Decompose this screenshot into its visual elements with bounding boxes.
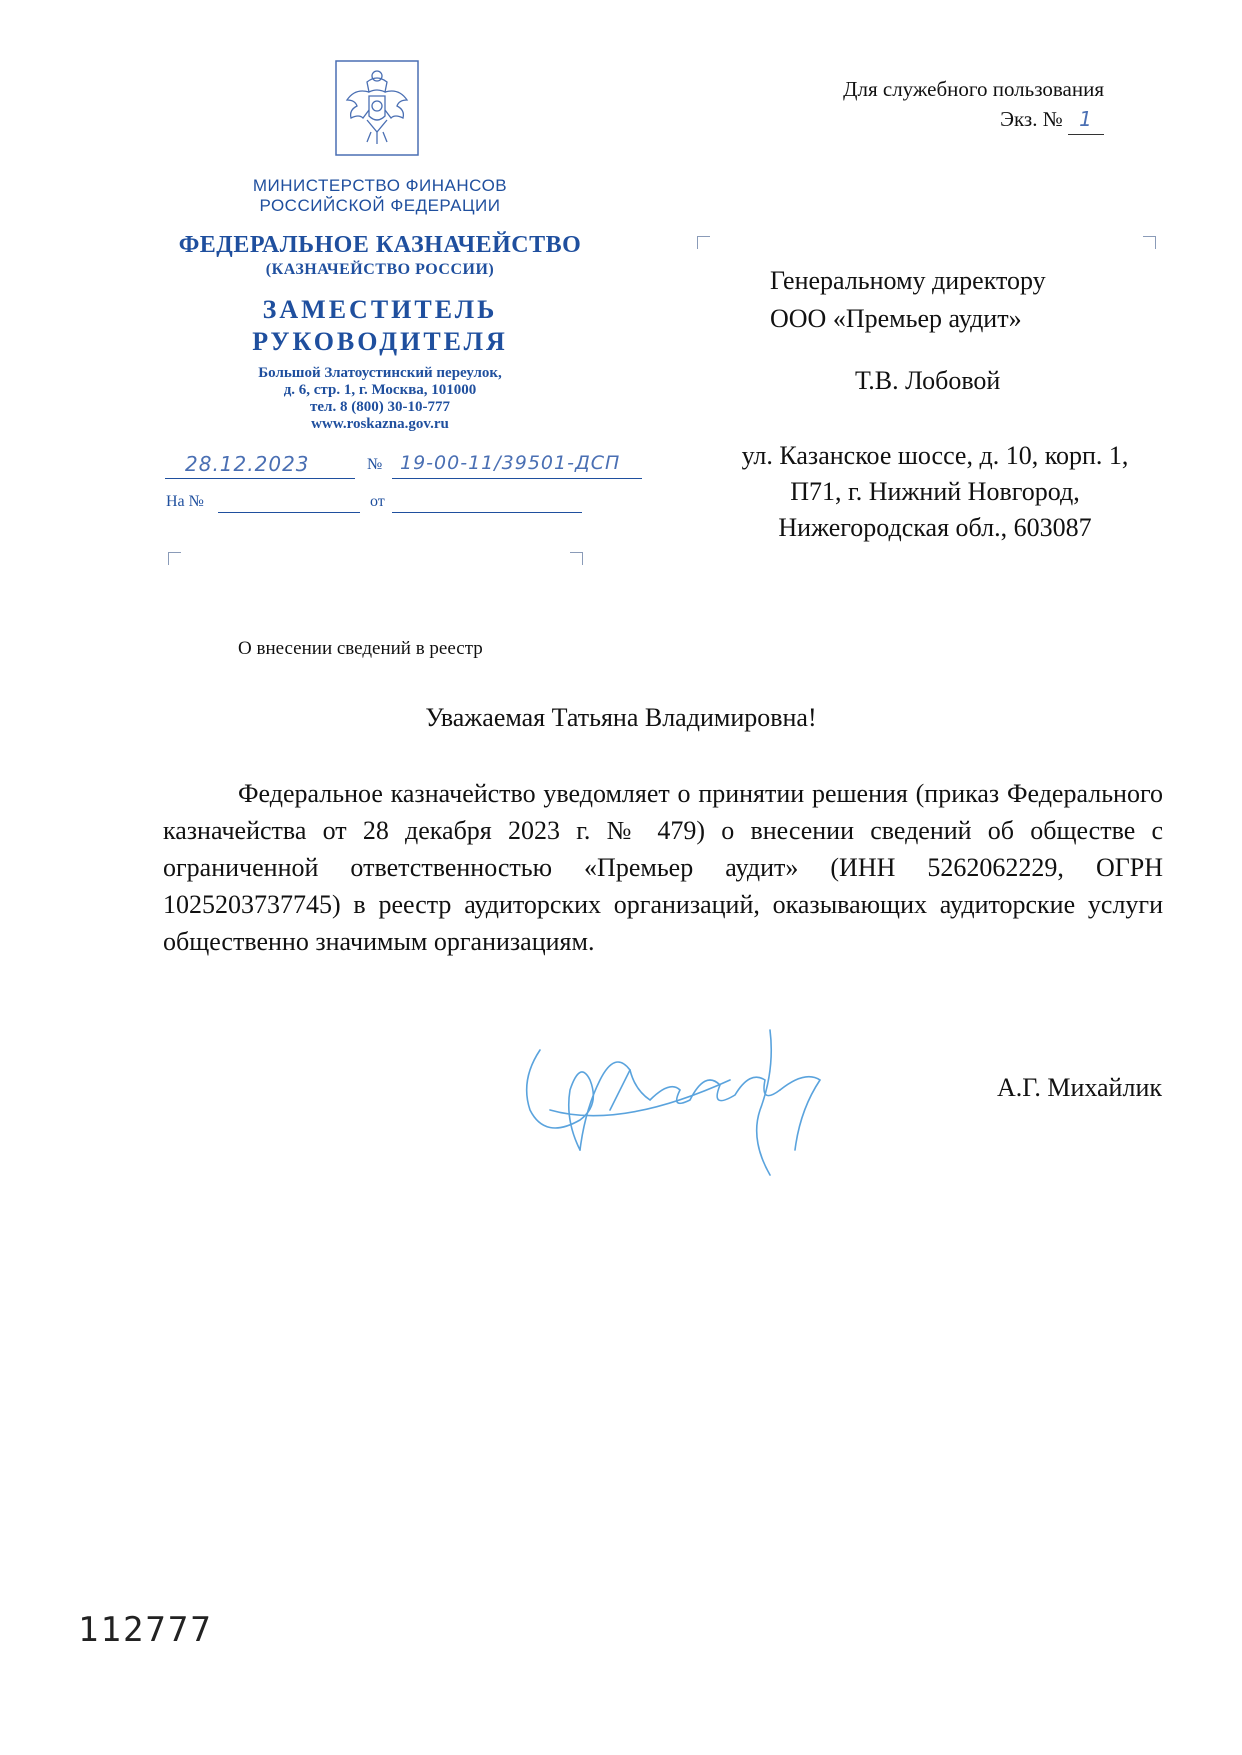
date-underline [165, 478, 355, 479]
agency-address [140, 365, 620, 433]
coat-of-arms-emblem [335, 60, 419, 156]
from-label: от [370, 493, 385, 510]
recipient-block [770, 262, 1046, 338]
letter-subject: О внесении сведений в реестр [238, 638, 483, 659]
ministry-line1: МИНИСТЕРСТВО ФИНАНСОВ [252, 176, 508, 195]
agency-name: ФЕДЕРАЛЬНОЕ КАЗНАЧЕЙСТВО [178, 232, 582, 258]
corner-mark [168, 552, 181, 565]
copy-number-line [843, 104, 1104, 135]
letter-body: Федеральное казначейство уведомляет о принятии решения (приказ Федерального казначейства от 28 декабря 2023 г. № 479) о внесении сведений об обществе с ограниченной ответственностью «Премьер аудит» (ИНН 5262062229, ОГРН 1025203737745) в реестр аудиторских организаций, оказывающих аудиторские услуги общественно значимым организациям. [163, 779, 1163, 956]
corner-mark [1143, 236, 1156, 249]
corner-mark [697, 236, 710, 249]
address-line2: д. 6, стр. 1, г. Москва, 101000 [283, 382, 477, 398]
copy-label: Экз. № [1000, 107, 1063, 131]
date-handwritten: 28.12.2023 [185, 452, 310, 476]
address-line1: Большой Златоустинский переулок, [258, 365, 502, 381]
recipient-address-line1: ул. Казанское шоссе, д. 10, корп. 1, [741, 441, 1129, 470]
reply-to-label: На № [166, 493, 204, 510]
from-underline [392, 512, 582, 513]
recipient-name: Т.В. Лобовой [855, 366, 1001, 395]
number-handwritten: 19-00-11/39501-ДСП [400, 452, 621, 474]
document-number: 112777 [78, 1610, 213, 1650]
website: www.roskazna.gov.ru [311, 416, 449, 432]
ministry-line2: РОССИЙСКОЙ ФЕДЕРАЦИИ [259, 196, 501, 215]
position-line2: РУКОВОДИТЕЛЯ [252, 327, 508, 356]
recipient-line2: ООО «Премьер аудит» [770, 304, 1022, 333]
recipient-line1: Генеральному директору [770, 266, 1046, 295]
position-line1: ЗАМЕСТИТЕЛЬ [262, 295, 498, 324]
signatory-position [140, 294, 620, 358]
reply-to-underline [218, 512, 360, 513]
phone: тел. 8 (800) 30-10-777 [310, 399, 450, 415]
agency-short-name: (КАЗНАЧЕЙСТВО РОССИИ) [265, 261, 495, 278]
corner-mark [570, 552, 583, 565]
number-label: № [367, 456, 383, 473]
recipient-address-line3: Нижегородская обл., 603087 [778, 513, 1092, 542]
signatory-name: А.Г. Михайлик [996, 1073, 1162, 1102]
recipient-address [700, 438, 1170, 546]
handwritten-signature [520, 1010, 850, 1210]
classification-marking: Для служебного пользования [843, 77, 1104, 101]
copy-number: 1 [1068, 104, 1104, 135]
salutation: Уважаемая Татьяна Владимировна! [425, 703, 817, 732]
number-underline [392, 478, 642, 479]
recipient-address-line2: П71, г. Нижний Новгород, [790, 477, 1080, 506]
ministry-name [150, 176, 610, 216]
classification-block [843, 74, 1104, 135]
